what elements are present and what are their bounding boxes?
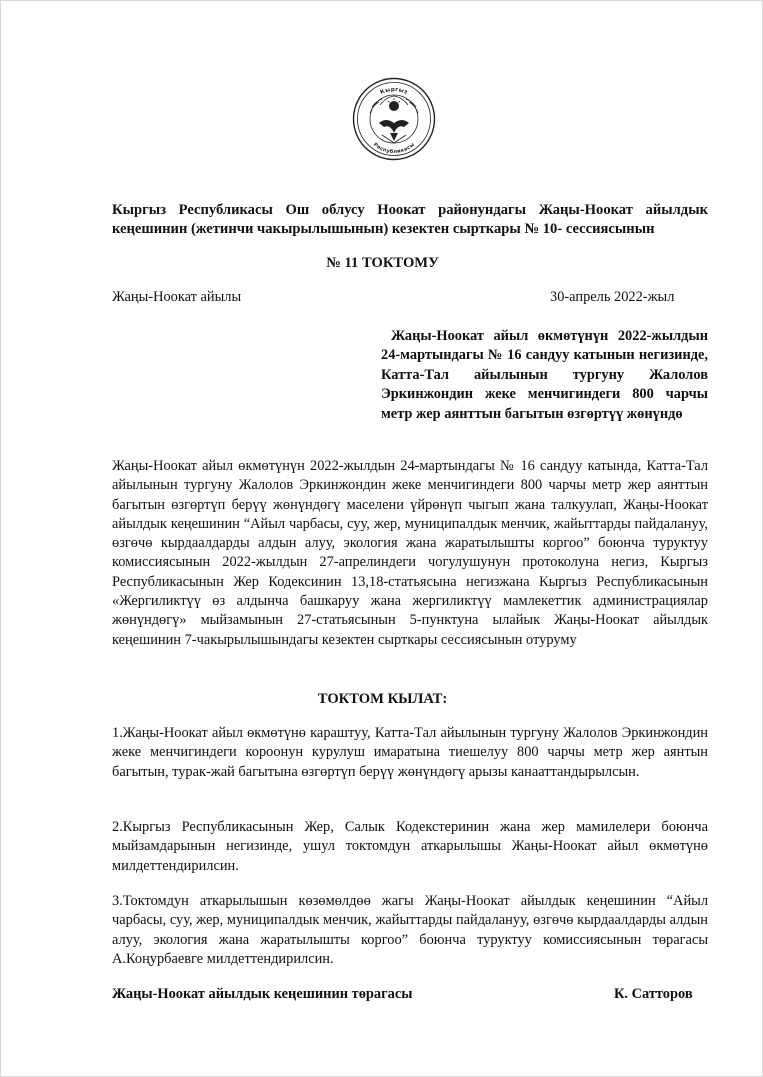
resolves-heading: ТОКТОМ КЫЛАТ: [317,691,448,707]
document-heading: Кыргыз Республикасы Ош облусу Ноокат районундагы Жаңы-Ноокат айылдык кеңешинин (жетинчи чакырылышынын) кезектен сырткары № 10- сессиясынын [112,202,708,237]
resolution-title: № 11 ТОКТОМУ [326,255,439,271]
resolution-item-1: 1.Жаңы-Ноокат айыл өкмөтүнө караштуу, Катта-Тал айылынын тургуну Жалолов Эркинжондин жеке менчигиндеги короонун курулуш имаратына тиешелуу 800 чарчы метр жер аянтын багытын, турак-жай багытына өзгөртүп берүү жөнүндөгү арызы канааттандырылсын. [112,725,708,780]
document-date: 30-апрель 2022-жыл [550,289,675,305]
resolution-item-3: 3.Токтомдун аткарылышын көзөмөлдөө жагы Жаңы-Ноокат айылдык кеңешинин “Айыл чарбасы, суу, жер, муниципалдык менчик, жайыттарды пайдалануу, өзгөчө кырдаалдарды алдын алуу, экология жана жаратылышты коргоо” боюнча туруктуу комиссиясынын төрагасы А.Коңурбаевге милдеттендирилсин. [112,893,708,967]
signatory-name: К. Сатторов [614,986,693,1002]
resolution-subject: Жаңы-Ноокат айыл өкмөтүнүн 2022-жылдын 24-мартындагы № 16 сандуу катынын негизинде, Катта-Тал айылынын тургуну Жалолов Эркинжондин жеке менчигиндеги 800 чарчы метр жер аянттын багытын өзгөртүү жөнүндө [381,328,708,422]
resolution-item-2: 2.Кыргыз Республикасынын Жер, Салык Кодекстеринин жана жер мамилелери боюнча мыйзамдарынын негизинде, ушул токтомдун аткарылышы Жаңы-Ноокат айыл өкмөтүнө милдеттендирилсин. [112,819,708,874]
signatory-title: Жаңы-Ноокат айылдык кеңешинин төрагасы [112,986,413,1002]
preamble-paragraph: Жаңы-Ноокат айыл өкмөтүнүн 2022-жылдын 24-мартындагы № 16 сандуу катында, Катта-Тал айылынын тургуну Жалолов Эркинжондин жеке менчигиндеги 800 чарчы метр жер аянттын багытын өзгөртүп берүү жөнүндөгү маселени үйрөнүп чыгып жана талкуулап, Жаңы-Ноокат айылдык кеңешинин “Айыл чарбасы, суу, жер, муниципалдык менчик, жайыттарды пайдалануу, өзгөчө кырдаалдарды алдын алуу, экология жана жаратылышты коргоо” боюнча туруктуу комиссиясынын 2022-жылдын 27-апрелиндеги чогулушунун протоколуна негиз, Кыргыз Республикасынын Жер Кодексинин 13,18-статьясына негизжана Кыргыз Республикасынын «Жергиликтүү өз алдынча башкаруу жана жергиликтүү мамлекеттик администрациялар жөнүндөгү» мыйзамынын 27-статьясынын 5-пунктуна ылайык Жаңы-Ноокат айылдык кеңешинин 7-чакырылышындагы кезектен сырткары сессиясынын отуруму [112,458,708,648]
state-emblem-icon [352,77,436,161]
svg-text:Республикасы: Республикасы [372,141,416,156]
document-place: Жаңы-Ноокат айылы [112,289,242,305]
svg-text:Кыргыз: Кыргыз [379,86,409,96]
